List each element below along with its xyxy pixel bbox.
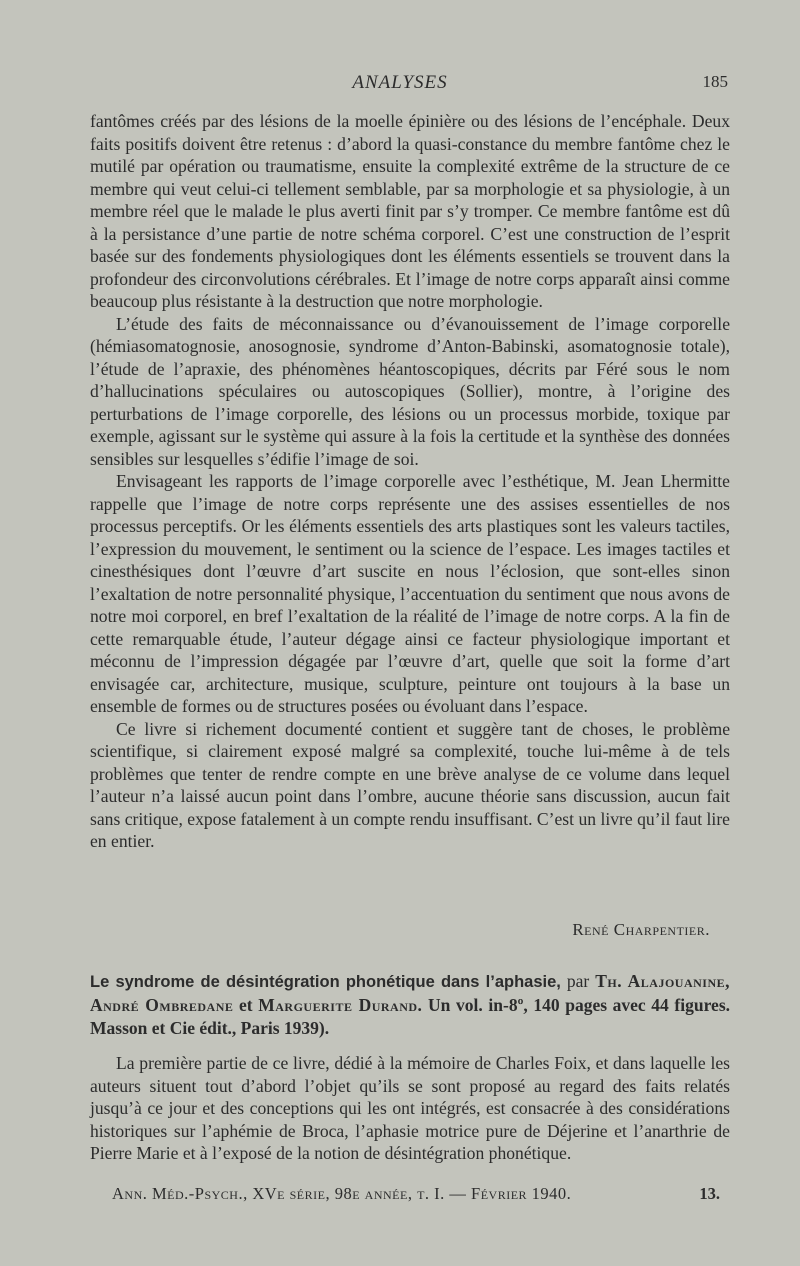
- review-1-paragraph-1: fantômes créés par des lésions de la moelle épinière ou des lésions de l’encéphale. Deux faits positifs doivent être retenus : d’abord la quasi-constance du membre fantôme chez le mutilé par opération ou traumatisme, ensuite la complexité extrême de la structure de ce membre qui veut celui-ci tellement semblable, par sa morphologie et sa physiologie, à un membre réel que le malade le plus averti finit par s’y tromper. Ce membre fantôme est dû à la persistance d’une partie de notre schéma corporel. C’est une construction de l’esprit basée sur des fondements physiologiques dont les éléments essentiels se trouvent dans la profondeur des circonvolutions cérébrales. Et l’image de notre corps apparaît ainsi comme beaucoup plus résistante à la destruction que notre morphologie.: [90, 111, 730, 311]
- running-head: [0, 72, 800, 98]
- review-1-paragraph-4: Ce livre si richement documenté contient et suggère tant de choses, le problème scientifique, si clairement exposé malgré sa complexité, touche lui-même à de tels problèmes que tenter de rendre compte en une brève analyse de ce volume dans lequel l’auteur n’a laissé aucun point dans l’ombre, aucune théorie sans discussion, aucun fait sans critique, expose fatalement à un compte rendu insuffisant. C’est un livre qu’il faut lire en entier.: [90, 718, 730, 851]
- review-1-body: [90, 110, 730, 853]
- running-title: ANALYSES: [352, 72, 448, 93]
- review-2-paragraph-1: La première partie de ce livre, dédié à la mémoire de Charles Foix, et dans laquelle les auteurs situent tout d’abord l’objet qu’ils se sont proposé au regard des faits relatés jusqu’à ce jour et des conceptions qui les ont intégrés, est consacrée à des considérations historiques sur l’aphémie de Broca, l’aphasie motrice pure de Déjerine et l’anarthrie de Pierre Marie et à l’exposé de la notion de désintégration phonétique.: [90, 1053, 730, 1163]
- review-1-paragraph-2: L’étude des faits de méconnaissance ou d’évanouissement de l’image corporelle (hémiasomatognosie, anosognosie, syndrome d’Anton-Babinski, asomatognosie totale), l’étude de l’apraxie, des phénomènes héantoscopiques, décrits par Féré sous le nom d’hallucinations spéculaires ou autoscopiques (Sollier), montre, à l’origine des perturbations de l’image corporelle, des lésions ou un processus morbide, toxique par exemple, agissant sur le système qui assure à la fois la certitude et la synthèse des données sensibles sur lesquelles s’édifie l’image de soi.: [90, 313, 730, 469]
- review-2-author-1: Th. Alajouanine,: [595, 971, 731, 991]
- journal-citation: Ann. Méd.-Psych., XVe série, 98e année, t. I. — Février 1940.: [112, 1184, 572, 1203]
- review-2-book-title: Le syndrome de désintégration phonétique dans l’aphasie,: [90, 973, 561, 991]
- review-1-paragraph-3: Envisageant les rapports de l’image corporelle avec l’esthétique, M. Jean Lhermitte rappelle que l’image de notre corps représente une des assises essentielles de nos processus perceptifs. Or les éléments essentiels des arts plastiques sont les valeurs tactiles, l’expression du mouvement, le sentiment ou la science de l’espace. Les images tactiles et cinesthésiques dont l’œuvre d’art suscite en nous l’éclosion, que sont-elles sinon l’exaltation de notre personnalité physique, l’accentuation du sentiment que nous avons de notre moi corporel, en bref l’exaltation de la réalité de l’image de notre corps. A la fin de cette remarquable étude, l’auteur dégage ainsi ce facteur physiologique important et méconnu de l’impression dégagée par l’œuvre d’art, quelle que soit la forme d’art envisagée car, architecture, musique, sculpture, peinture ont toujours à la base un ensemble de formes ou de structures posées ou évoluant dans l’espace.: [90, 471, 730, 716]
- review-1-signature: René Charpentier.: [572, 920, 710, 939]
- review-2-author-2: André Ombredane: [90, 995, 234, 1015]
- review-2-heading: [90, 970, 730, 1040]
- review-2-by: par: [566, 971, 590, 991]
- page-number: 185: [702, 72, 728, 91]
- review-2-body: [90, 1052, 730, 1165]
- sheet-number: 13.: [699, 1184, 720, 1203]
- review-2-author-3: Marguerite Durand.: [258, 995, 423, 1015]
- review-2-and: et: [239, 995, 253, 1015]
- page-footer: [112, 1184, 720, 1208]
- review-2-publication: Un vol. in-8º, 140 pages avec 44 figures. Masson et Cie édit., Paris 1939).: [90, 995, 731, 1038]
